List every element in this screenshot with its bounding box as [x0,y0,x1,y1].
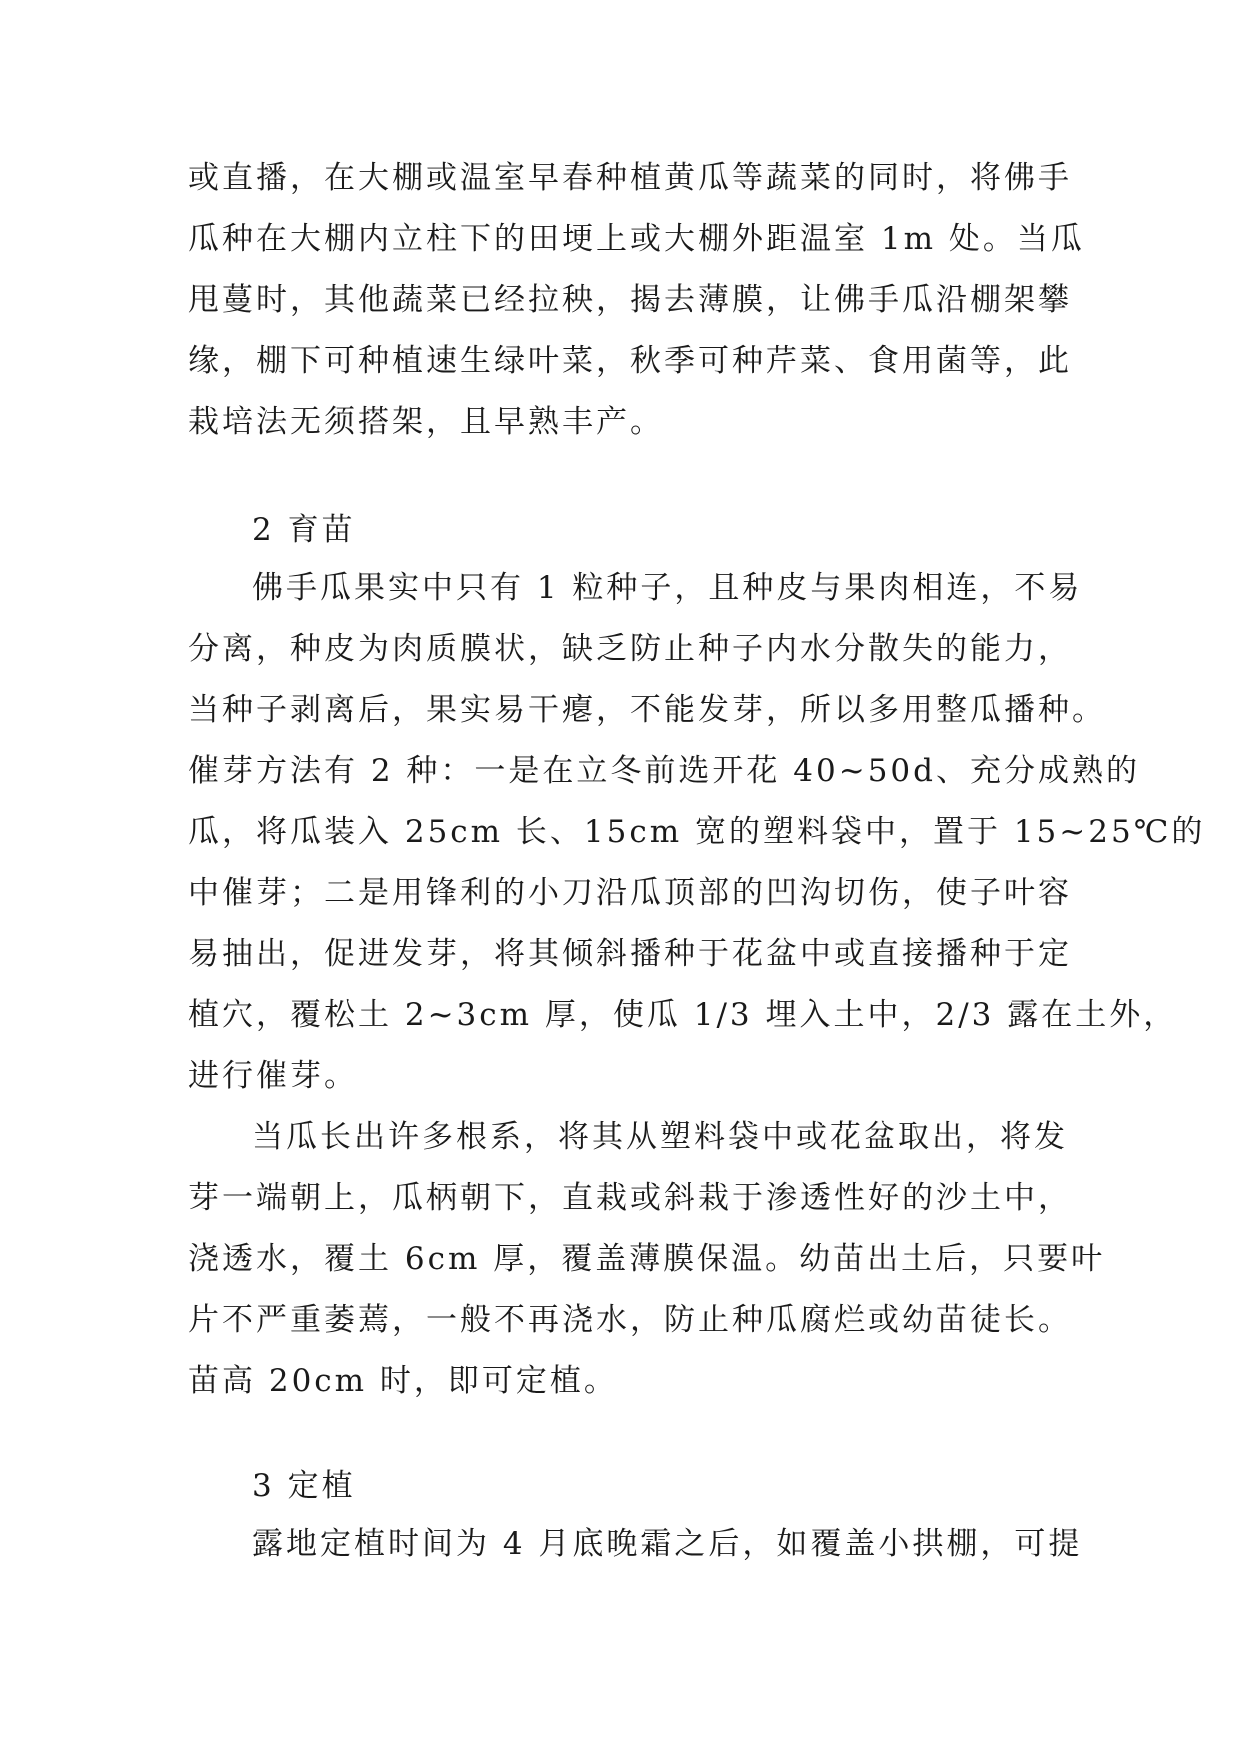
text-line: 浇透水，覆土 6cm 厚，覆盖薄膜保温。幼苗出土后，只要叶 [188,1241,1106,1277]
text-line: 甩蔓时，其他蔬菜已经拉秧，揭去薄膜，让佛手瓜沿棚架攀 [188,282,1072,318]
text-line: 栽培法无须搭架，且早熟丰产。 [188,404,664,440]
text-line: 苗高 20cm 时，即可定植。 [188,1363,618,1399]
text-line: 芽一端朝上，瓜柄朝下，直栽或斜栽于渗透性好的沙土中， [188,1180,1072,1216]
text-line: 或直播，在大棚或温室早春种植黄瓜等蔬菜的同时，将佛手 [188,160,1072,196]
text-line: 瓜种在大棚内立柱下的田埂上或大棚外距温室 1m 处。当瓜 [188,221,1085,257]
text-line: 中催芽；二是用锋利的小刀沿瓜顶部的凹沟切伤，使子叶容 [188,875,1072,911]
text-line: 佛手瓜果实中只有 1 粒种子，且种皮与果肉相连，不易 [252,570,1083,606]
text-line: 催芽方法有 2 种：一是在立冬前选开花 40~50d、充分成熟的 [188,753,1140,789]
section-heading: 2 育苗 [252,512,356,548]
paragraph-seedling [188,558,1206,1107]
text-line: 当种子剥离后，果实易干瘪，不能发芽，所以多用整瓜播种。 [188,692,1106,728]
text-line: 易抽出，促进发芽，将其倾斜播种于花盆中或直接播种于定 [188,936,1072,972]
text-line: 瓜，将瓜装入 25cm 长、15cm 宽的塑料袋中，置于 15~25℃的 [188,814,1206,850]
section-heading-seedling [188,500,1058,561]
section-heading: 3 定植 [252,1468,356,1504]
paragraph-transplant-seedling [188,1107,1106,1412]
text-line: 露地定植时间为 4 月底晚霜之后，如覆盖小拱棚，可提 [252,1526,1083,1562]
text-line: 分离，种皮为肉质膜状，缺乏防止种子内水分散失的能力， [188,631,1072,667]
text-line: 当瓜长出许多根系，将其从塑料袋中或花盆取出，将发 [252,1119,1068,1155]
text-line: 植穴，覆松土 2~3cm 厚，使瓜 1/3 埋入土中，2/3 露在土外， [188,997,1178,1033]
section-heading-planting [188,1456,1058,1517]
text-line: 进行催芽。 [188,1058,358,1094]
paragraph-planting [188,1514,1083,1575]
text-line: 片不严重萎蔫，一般不再浇水，防止种瓜腐烂或幼苗徒长。 [188,1302,1072,1338]
text-line: 缘，棚下可种植速生绿叶菜，秋季可种芹菜、食用菌等，此 [188,343,1072,379]
paragraph-continuation [188,148,1085,453]
